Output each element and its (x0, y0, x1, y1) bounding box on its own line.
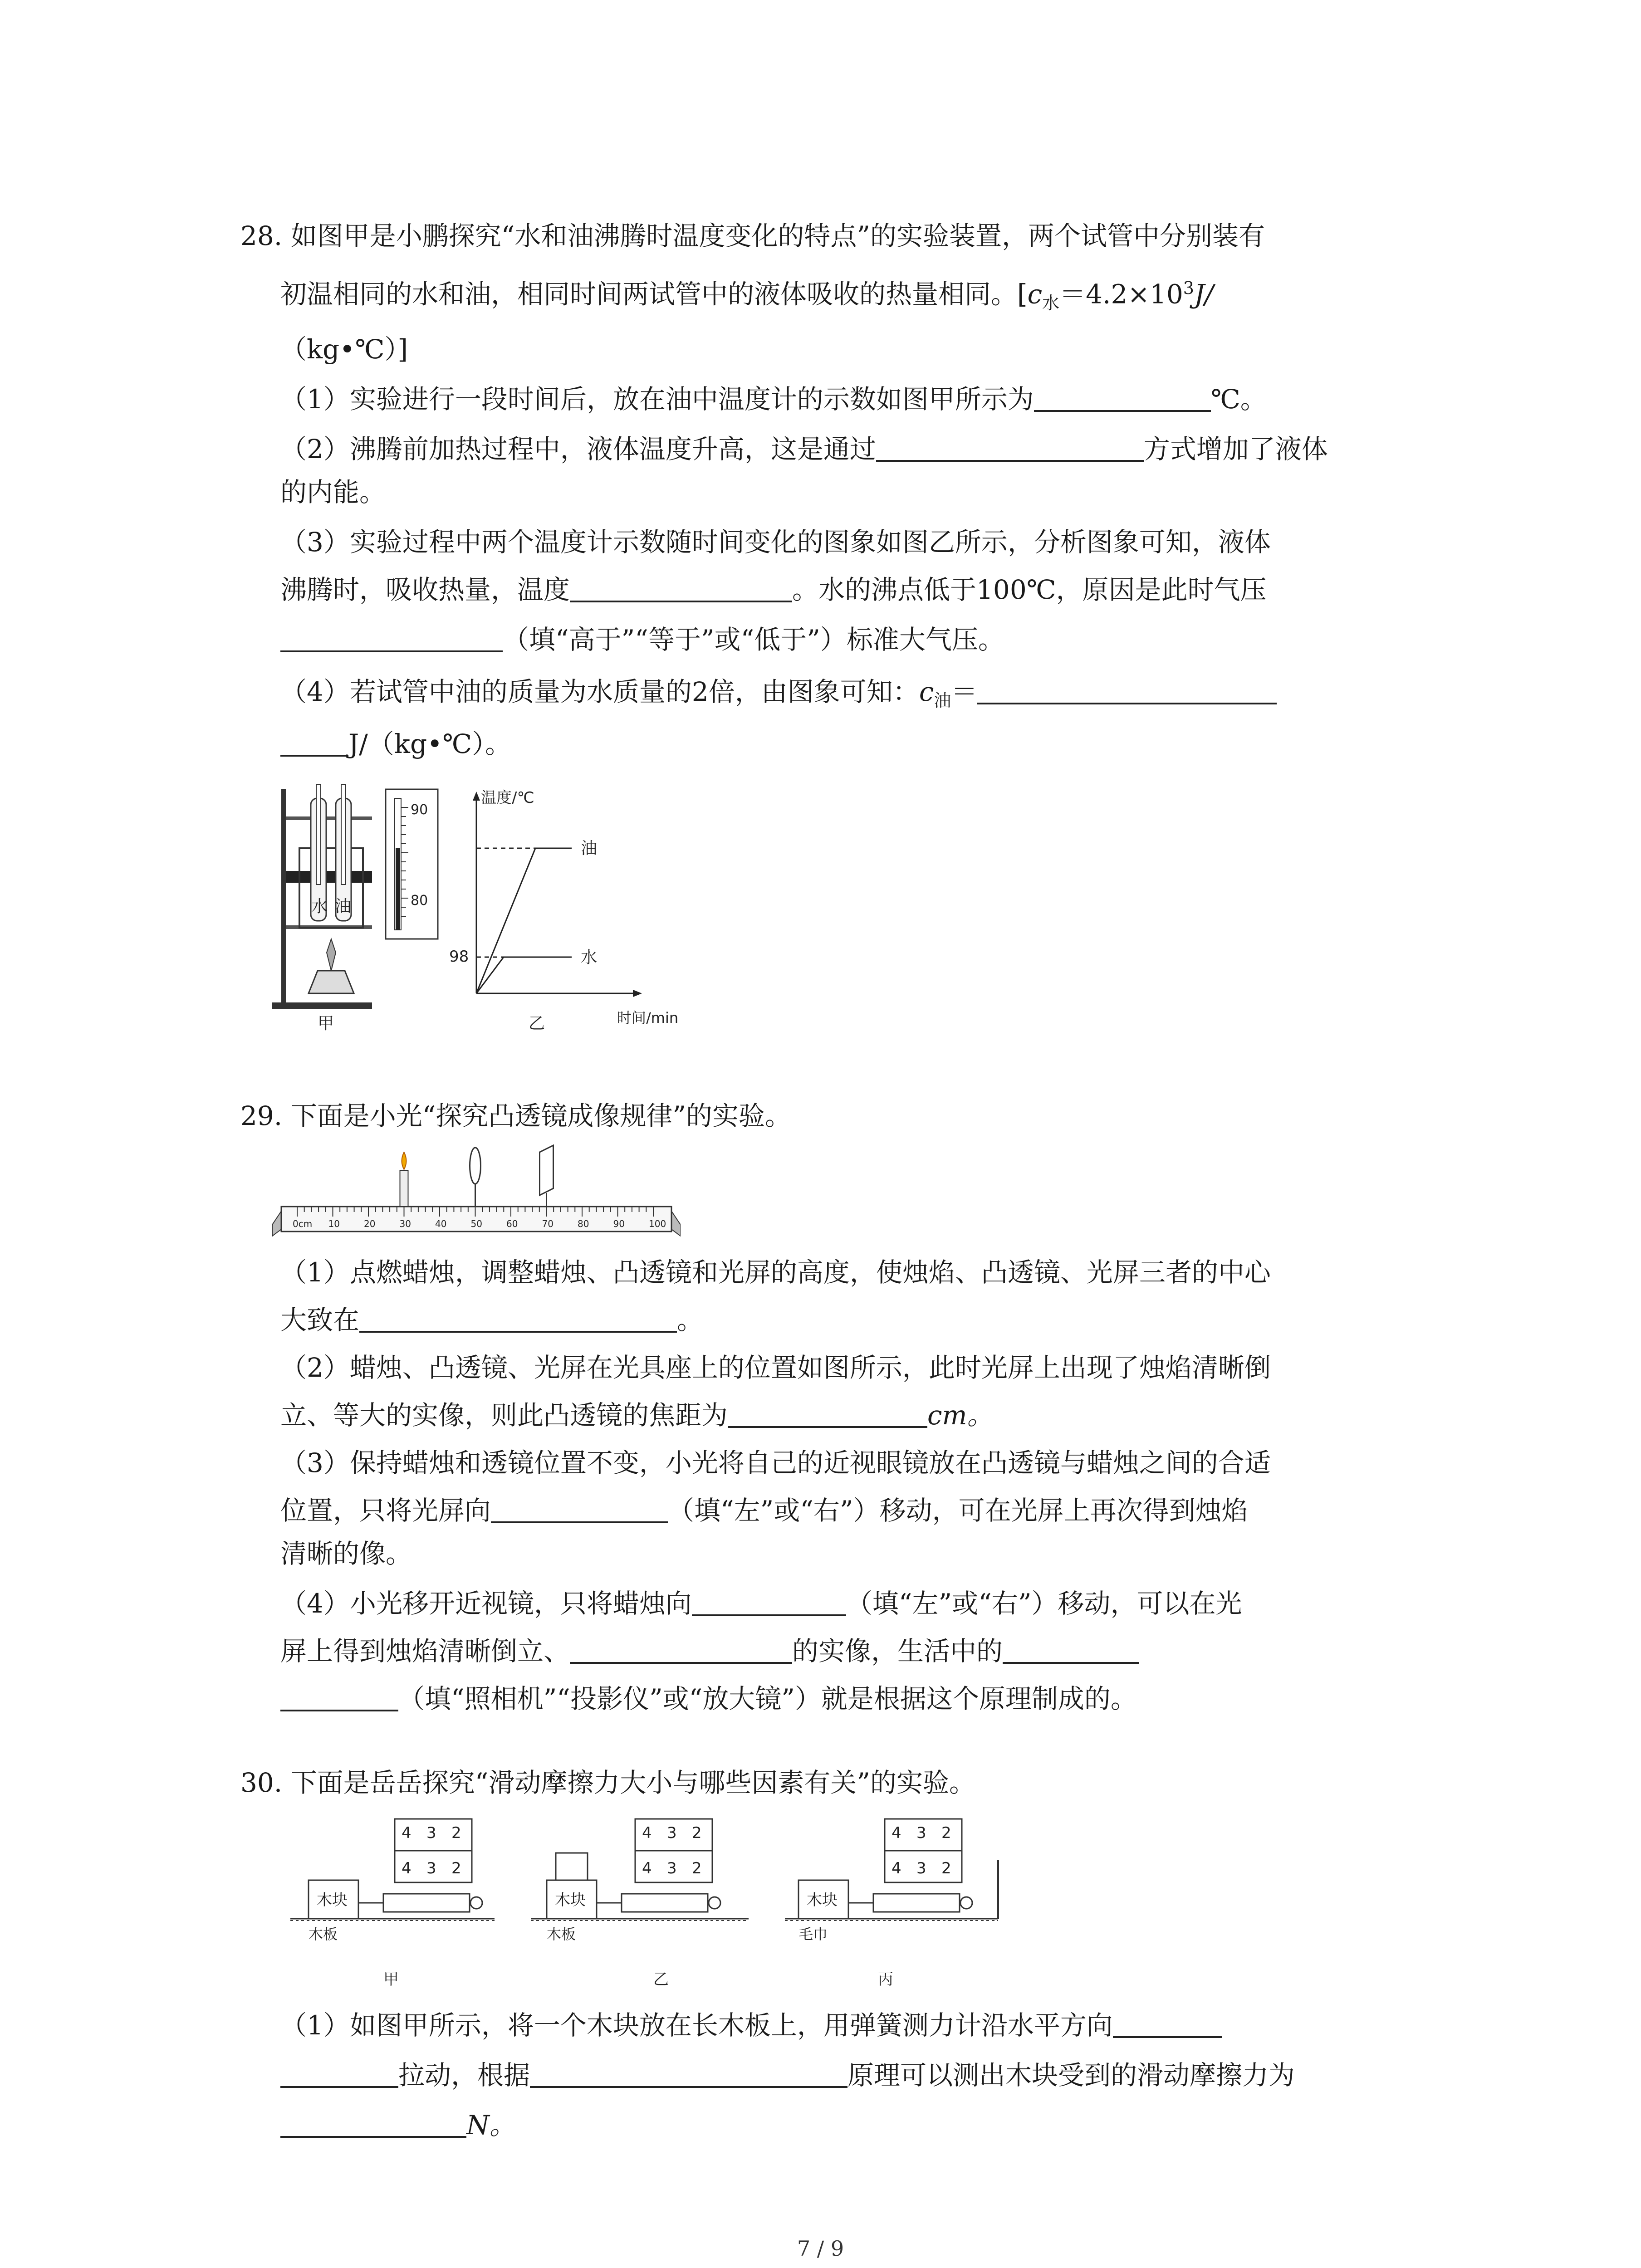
label-bing-30: 丙 (878, 1970, 893, 1989)
candle-flame-icon (402, 1152, 407, 1169)
scale-label-80: 80 (411, 893, 428, 909)
q30-part1-line3: N。 (280, 2107, 516, 2143)
label-oil: 油 (335, 897, 352, 916)
y-axis-label: 温度/℃ (481, 789, 534, 807)
q28-stem-text1: 如图甲是小鹏探究“水和油沸腾时温度变化的特点”的实验装置，两个试管中分别装有 (290, 220, 1265, 251)
q28-figure-apparatus (272, 780, 463, 1034)
ruler-label: 100 (649, 1218, 666, 1229)
q28-blank-5[interactable] (977, 675, 1277, 704)
svg-text:2: 2 (941, 1824, 951, 1842)
ruler-label: 70 (542, 1218, 554, 1229)
svg-text:3: 3 (667, 1859, 677, 1877)
oil-line-label: 油 (581, 839, 598, 858)
svg-text:木块: 木块 (807, 1891, 838, 1909)
stand-base (272, 1002, 372, 1009)
svg-text:3: 3 (916, 1824, 926, 1842)
q28-part3: （3）实验过程中两个温度计示数随时间变化的图象如图乙所示，分析图象可知，液体 (280, 527, 1271, 557)
svg-text:4: 4 (642, 1824, 652, 1842)
q28-blank-5-cont[interactable] (280, 728, 348, 757)
towel-label: 毛巾 (798, 1926, 828, 1943)
q28-stem-line1 (240, 218, 1265, 254)
board-yi-label: 木板 (547, 1926, 576, 1943)
q30-blank-3[interactable] (280, 2109, 466, 2138)
svg-text:4: 4 (402, 1824, 411, 1842)
q29-blank-4[interactable] (692, 1587, 846, 1616)
svg-text:2: 2 (941, 1859, 951, 1877)
q29-part2: （2）蜡烛、凸透镜、光屏在光具座上的位置如图所示，此时光屏上出现了烛焰清晰倒 (280, 1352, 1271, 1383)
q28-part4: （4）若试管中油的质量为水质量的2倍，由图象可知：$c_油=$ (280, 674, 1277, 719)
candle (400, 1152, 408, 1207)
svg-text:2: 2 (692, 1824, 702, 1842)
q30-stem: 30. 下面是岳岳探究“滑动摩擦力大小与哪些因素有关”的实验。 (240, 1767, 975, 1798)
q28-blank-3[interactable] (570, 573, 792, 602)
svg-text:4: 4 (402, 1859, 411, 1877)
q29-stem: 29. 下面是小光“探究凸透镜成像规律”的实验。 (240, 1100, 791, 1131)
spring-scale-bing (873, 1894, 960, 1912)
q28-stem-line2: 初温相同的水和油，相同时间两试管中的液体吸收的热量相同。[$c_水=4.2\times 10^3J/$ (280, 278, 1214, 313)
q28-part3-line2: 沸腾时，吸收热量，温度 。水的沸点低于100℃，原因是此时气压 (280, 574, 1267, 605)
q30-blank-1-cont[interactable] (280, 2059, 398, 2088)
q28-blank-1[interactable] (1034, 383, 1211, 412)
q29-blank-1[interactable] (359, 1304, 677, 1333)
label-yi: 乙 (529, 1014, 545, 1033)
q28-stem-line3: （kg•℃）] (280, 334, 408, 365)
oil-thermometer (341, 785, 346, 885)
ruler-label: 40 (435, 1218, 447, 1229)
q28-part2: （2）沸腾前加热过程中，液体温度升高，这是通过 方式增加了液体 (280, 434, 1328, 464)
q30-part1: （1）如图甲所示，将一个木块放在长木板上，用弹簧测力计沿水平方向 (280, 2007, 1222, 2043)
q29-number: 29. (240, 1100, 283, 1131)
q30-blank-1[interactable] (1113, 2009, 1222, 2038)
q28-part3-line3: （填“高于”“等于”或“低于”）标准大气压。 (280, 621, 1004, 658)
q30-part1-line2: 拉动，根据 原理可以测出木块受到的滑动摩擦力为 (280, 2057, 1295, 2093)
setup-bing (785, 1819, 998, 1989)
q30-number: 30. (240, 1767, 283, 1798)
svg-text:木块: 木块 (555, 1891, 586, 1909)
scale-ticks (401, 807, 408, 916)
svg-text:3: 3 (667, 1824, 677, 1842)
label-water: 水 (311, 897, 328, 916)
oil-curve (476, 848, 572, 993)
q28-figure-graph (445, 780, 726, 1034)
weight-yi (556, 1853, 588, 1880)
q30-friction-figures (290, 1810, 1016, 2000)
water-curve (476, 957, 572, 993)
q29-blank-3[interactable] (491, 1494, 668, 1523)
ruler-label: 10 (328, 1218, 340, 1229)
label-jia-30: 甲 (383, 1970, 399, 1989)
q29-part3-line3: 清晰的像。 (280, 1538, 412, 1569)
q28-part1: （1）实验进行一段时间后，放在油中温度计的示数如图甲所示为 ℃。 (280, 384, 1267, 415)
water-line-label: 水 (581, 948, 598, 967)
svg-text:3: 3 (426, 1824, 436, 1842)
convex-lens (470, 1148, 481, 1207)
scale-liquid (396, 848, 400, 930)
q28-number: 28. (240, 220, 283, 251)
q29-part4: （4）小光移开近视镜，只将蜡烛向 （填“左”或“右”）移动，可以在光 (280, 1588, 1242, 1619)
svg-text:4: 4 (892, 1859, 901, 1877)
ruler-label: 90 (613, 1218, 625, 1229)
scale-label-90: 90 (411, 802, 428, 818)
q28-part2-cont: 的内能。 (280, 477, 386, 508)
q29-optical-bench (272, 1139, 681, 1243)
page-number: 7 / 9 (797, 2236, 844, 2261)
ruler-label: 50 (470, 1218, 482, 1229)
q28-part4-line2: J/（kg•℃）。 (280, 726, 511, 762)
ruler-label: 30 (399, 1218, 411, 1229)
q30-blank-2[interactable] (530, 2059, 847, 2088)
svg-text:4: 4 (642, 1859, 652, 1877)
q29-blank-2[interactable] (728, 1399, 927, 1428)
x-axis-arrow (633, 990, 642, 997)
stand-rod (281, 789, 286, 1002)
tick-98: 98 (449, 948, 469, 966)
bench-right-leg (671, 1211, 681, 1236)
setup-jia (290, 1819, 495, 1989)
x-axis-label: 时间/min (617, 1009, 679, 1026)
ruler-label: 60 (506, 1218, 518, 1229)
q29-part1-line2: 大致在 。 (280, 1305, 704, 1335)
ruler-label: 0cm (293, 1218, 313, 1229)
q29-blank-6[interactable] (1003, 1635, 1139, 1664)
spring-scale-yi (622, 1894, 708, 1912)
svg-text:2: 2 (451, 1824, 461, 1842)
svg-text:木块: 木块 (317, 1891, 348, 1909)
board-jia-label: 木板 (309, 1926, 338, 1943)
q29-part3-line2: 位置，只将光屏向 （填“左”或“右”）移动，可在光屏上再次得到烛焰 (280, 1495, 1248, 1526)
light-screen (540, 1145, 554, 1207)
water-thermometer (316, 785, 321, 885)
svg-text:3: 3 (426, 1859, 436, 1877)
beaker (299, 848, 363, 928)
ruler-label: 80 (578, 1218, 589, 1229)
label-jia: 甲 (318, 1014, 334, 1033)
bench-left-leg (272, 1211, 281, 1236)
svg-text:2: 2 (451, 1859, 461, 1877)
alcohol-lamp (309, 971, 354, 993)
q29-part3: （3）保持蜡烛和透镜位置不变，小光将自己的近视眼镜放在凸透镜与蜡烛之间的合适 (280, 1447, 1271, 1478)
svg-text:2: 2 (692, 1859, 702, 1877)
q29-part1: （1）点燃蜡烛，调整蜡烛、凸透镜和光屏的高度，使烛焰、凸透镜、光屏三者的中心 (280, 1257, 1271, 1288)
ruler-label: 20 (364, 1218, 376, 1229)
q29-part2-line2: 立、等大的实像，则此凸透镜的焦距为 cm。 (280, 1400, 994, 1431)
q29-blank-5[interactable] (570, 1635, 792, 1664)
q28-blank-4[interactable] (280, 623, 503, 652)
spring-scale-jia (383, 1894, 470, 1912)
q28-blank-2[interactable] (876, 433, 1144, 462)
setup-yi (531, 1819, 749, 1989)
q29-part4-line2: 屏上得到烛焰清晰倒立、 的实像，生活中的 (280, 1633, 1139, 1669)
q29-blank-6-cont[interactable] (280, 1682, 398, 1711)
q29-part4-line3: （填“照相机”“投影仪”或“放大镜”）就是根据这个原理制成的。 (280, 1681, 1137, 1717)
svg-text:4: 4 (892, 1824, 901, 1842)
y-axis-arrow (473, 792, 480, 801)
flame-icon (327, 939, 336, 971)
top-clamp (286, 816, 372, 820)
svg-text:3: 3 (916, 1859, 926, 1877)
label-yi-30: 乙 (653, 1970, 669, 1989)
